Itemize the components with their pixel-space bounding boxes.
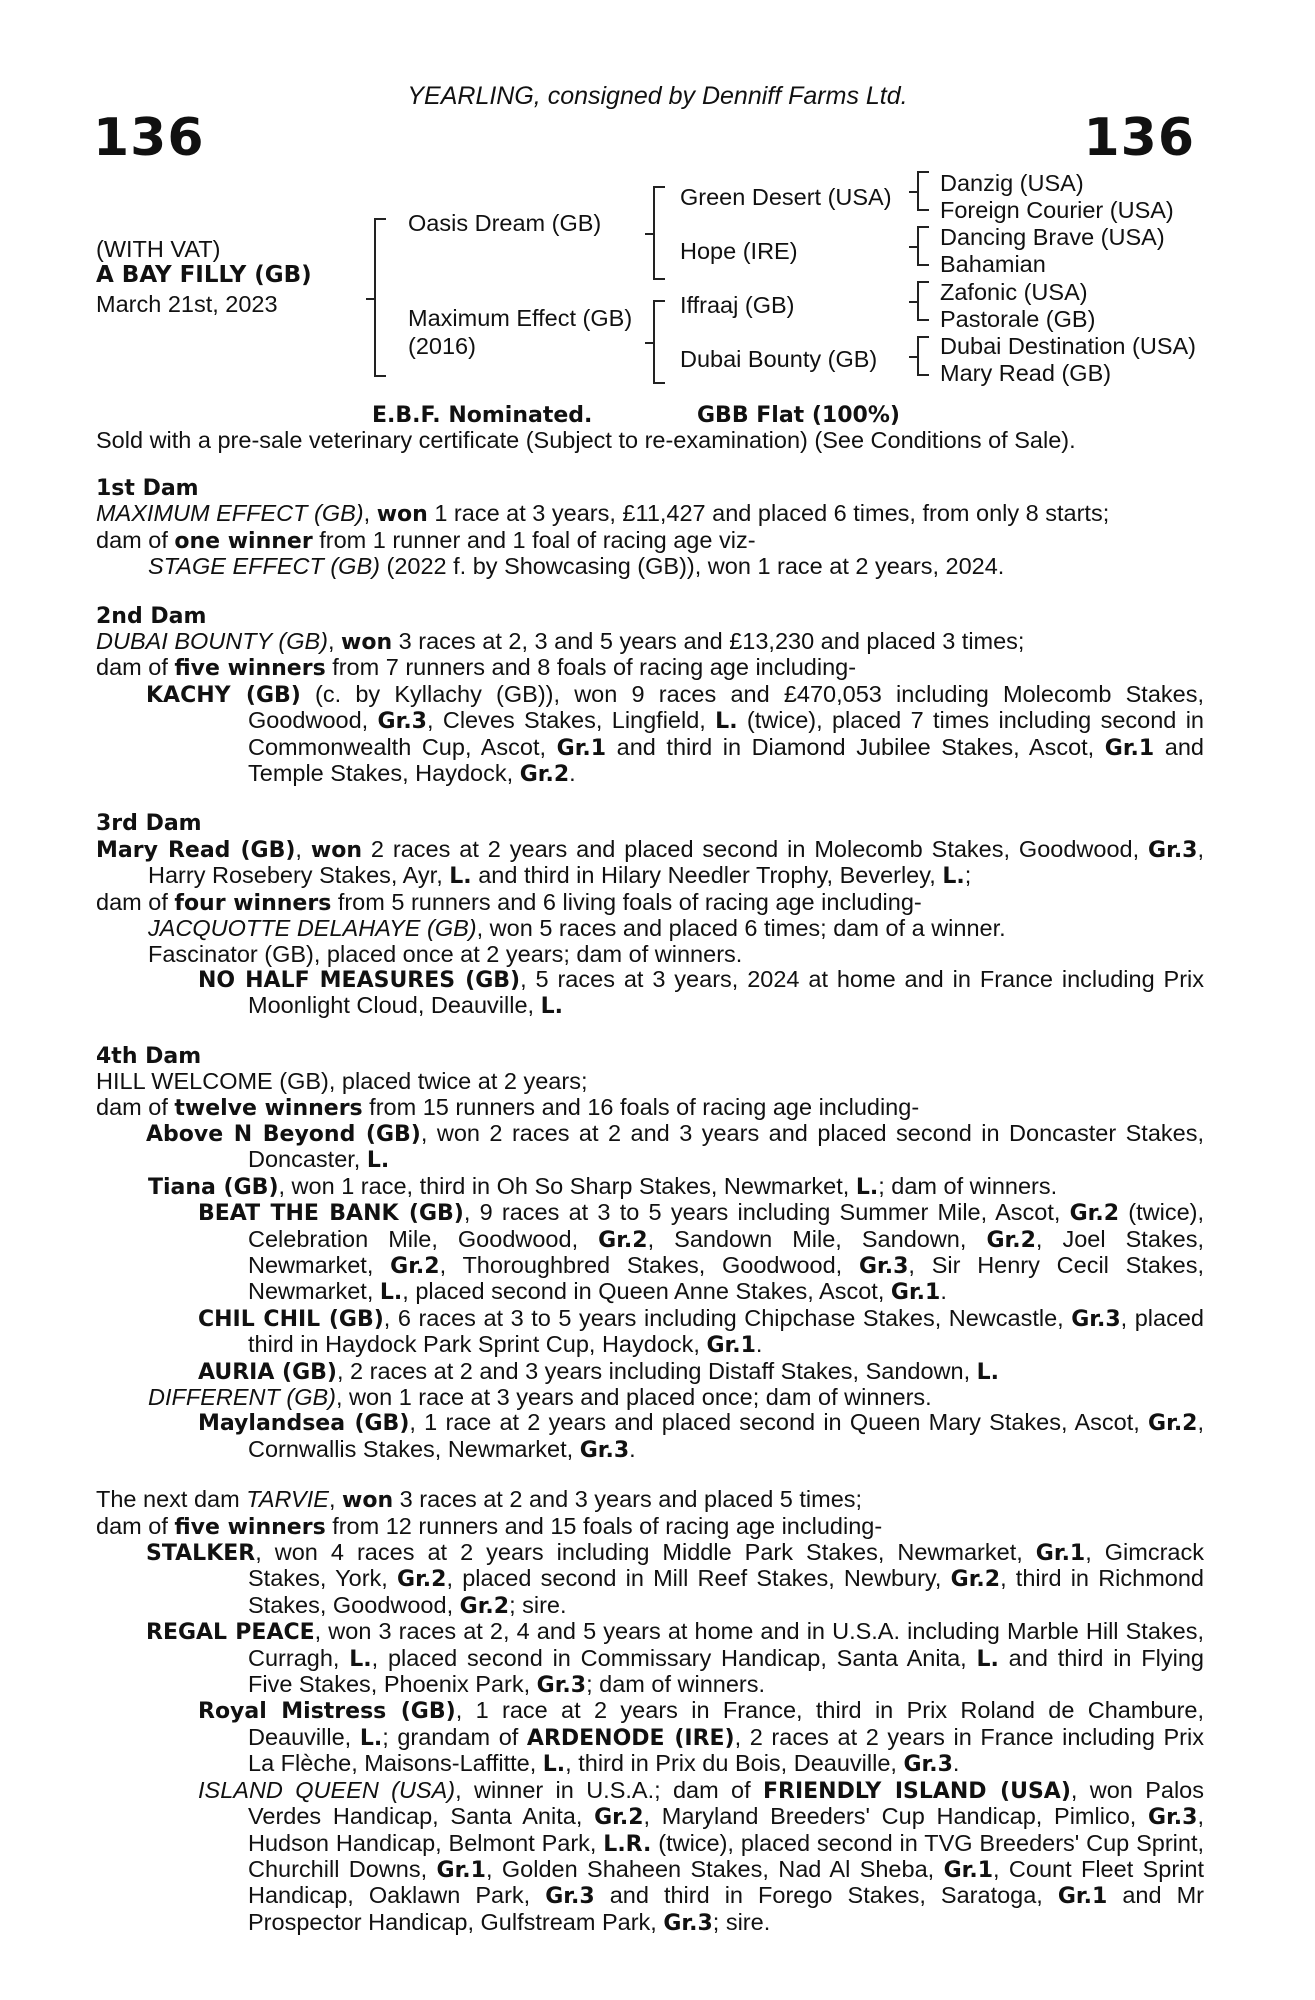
dam-sire: Iffraaj (GB) — [680, 292, 795, 318]
dam3-line1: Mary Read (GB), won 2 races at 2 years and placed second in Molecomb Stakes, Goodwood, Gr.3, Harry Rosebery Stakes, Ayr, L. and third in Hilary Needler Trophy, Beverley, L.; — [96, 835, 1205, 890]
horse-dob: March 21st, 2023 — [96, 291, 278, 317]
gbb-note: GBB Flat (100%) — [697, 403, 900, 428]
pedigree-body — [96, 476, 1204, 1936]
dam1-line1: MAXIMUM EFFECT (GB), won 1 race at 3 years, £11,427 and placed 6 times, from only 8 starts; — [96, 500, 1110, 528]
dam3-produce-3: NO HALF MEASURES (GB), 5 races at 3 years, 2024 at home and in France including Prix Moonlight Cloud, Deauville, L. — [198, 965, 1205, 1020]
brace-ss — [917, 171, 929, 211]
dam4-produce-maylandsea: Maylandsea (GB), 1 race at 2 years and placed second in Queen Mary Stakes, Ascot, Gr.2, Cornwallis Stakes, Newmarket, Gr.3. — [198, 1409, 1205, 1463]
brace-gen1 — [374, 218, 386, 377]
dam4-produce-chilchil: CHIL CHIL (GB), 6 races at 3 to 5 years including Chipchase Stakes, Newcastle, Gr.3, placed third in Haydock Park Sprint Cup, Haydock, Gr.1. — [198, 1304, 1204, 1359]
dam2-line1: DUBAI BOUNTY (GB), won 3 races at 2, 3 and 5 years and £13,230 and placed 3 times; — [96, 628, 1025, 656]
gen3-6: Pastorale (GB) — [940, 306, 1096, 332]
gen3-4: Bahamian — [940, 251, 1046, 277]
sire-name: Oasis Dream (GB) — [408, 210, 602, 236]
dam5-produce-royalmistress: Royal Mistress (GB), 1 race at 2 years in France, third in Prix Roland de Chambure, Deauville, L.; grandam of ARDENODE (IRE), 2 races at 2 years in France including Prix La Flèche, Maisons-Laffitte, L., third in Prix du Bois, Deauville, Gr.3. — [198, 1697, 1204, 1778]
dam2-line2: dam of five winners from 7 runners and 8 foals of racing age including- — [96, 654, 857, 682]
dam-year: (2016) — [408, 333, 476, 359]
dam3-heading: 3rd Dam — [96, 811, 202, 837]
dam4-heading: 4th Dam — [96, 1043, 202, 1069]
dam4-produce-tiana: Tiana (GB), won 1 race, third in Oh So Sharp Stakes, Newmarket, L.; dam of winners. — [148, 1172, 1058, 1200]
dam3-produce-2: Fascinator (GB), placed once at 2 years; dam of winners. — [148, 940, 743, 967]
dam5-line1: The next dam TARVIE, won 3 races at 2 and 3 years and placed 5 times; — [96, 1486, 863, 1514]
dam5-line2: dam of five winners from 12 runners and 15 foals of racing age including- — [96, 1512, 883, 1540]
lot-number-left: 136 — [93, 108, 205, 168]
horse-name: A BAY FILLY (GB) — [96, 262, 312, 288]
dam5-produce-stalker: STALKER, won 4 races at 2 years including Middle Park Stakes, Newmarket, Gr.1, Gimcrack Stakes, York, Gr.2, placed second in Mill Reef Stakes, Newbury, Gr.2, third in Richmond Stakes, Goodwood, Gr.2; sire. — [146, 1539, 1205, 1619]
dam1-heading: 1st Dam — [96, 476, 199, 501]
dam4-produce-auria: AURIA (GB), 2 races at 2 and 3 years including Distaff Stakes, Sandown, L. — [198, 1357, 1000, 1385]
dam3-line2: dam of four winners from 5 runners and 6 living foals of racing age including- — [96, 888, 922, 916]
dam4-produce-beatthebank: BEAT THE BANK (GB), 9 races at 3 to 5 years including Summer Mile, Ascot, Gr.2 (twice), Celebration Mile, Goodwood, Gr.2, Sandown Mile, Sandown, Gr.2, Joel Stakes, Newmarket, Gr.2, Thoroughbred Stakes, Goodwood, Gr.3, Sir Henry Cecil Stakes, Newmarket, L., placed second in Queen Anne Stakes, Ascot, Gr.1. — [198, 1199, 1205, 1306]
dam4-produce-different: DIFFERENT (GB), won 1 race at 3 years and placed once; dam of winners. — [148, 1384, 932, 1410]
dam5-produce-regalpeace: REGAL PEACE, won 3 races at 2, 4 and 5 years at home and in U.S.A. including Marble Hill Stakes, Curragh, L., placed second in Commissary Handicap, Santa Anita, L. and third in Flying Five Stakes, Phoenix Park, Gr.3; dam of winners. — [146, 1618, 1204, 1699]
ebf-note: E.B.F. Nominated. — [372, 403, 593, 428]
gen3-3: Dancing Brave (USA) — [940, 224, 1165, 250]
page-subtitle: YEARLING, consigned by Denniff Farms Ltd. — [407, 82, 908, 110]
brace-ds — [917, 281, 929, 321]
dam4-line1: HILL WELCOME (GB), placed twice at 2 years; — [96, 1068, 588, 1095]
sire-sire: Green Desert (USA) — [680, 184, 892, 210]
dam5-produce-islandqueen: ISLAND QUEEN (USA), winner in U.S.A.; dam of FRIENDLY ISLAND (USA), won Palos Verdes Handicap, Santa Anita, Gr.2, Maryland Breeders' Cup Handicap, Pimlico, Gr.3, Hudson Handicap, Belmont Park, L.R. (twice), placed second in TVG Breeders' Cup Sprint, Churchill Downs, Gr.1, Golden Shaheen Stakes, Nad Al Sheba, Gr.1, Count Fleet Sprint Handicap, Oaklawn Park, Gr.3 and third in Forego Stakes, Saratoga, Gr.1 and Mr Prospector Handicap, Gulfstream Park, Gr.3; sire. — [198, 1776, 1204, 1936]
dam-dam: Dubai Bounty (GB) — [680, 346, 878, 372]
vat-note: (WITH VAT) — [96, 236, 221, 262]
sire-dam: Hope (IRE) — [680, 238, 798, 264]
dam2-heading: 2nd Dam — [96, 603, 207, 629]
vet-note: Sold with a pre-sale veterinary certificate (Subject to re-examination) (See Conditions of Sale). — [96, 427, 1076, 453]
dam4-produce-above: Above N Beyond (GB), won 2 races at 2 and 3 years and placed second in Doncaster Stakes, Doncaster, L. — [146, 1119, 1205, 1174]
dam-name: Maximum Effect (GB) — [408, 305, 633, 331]
dam1-line2: dam of one winner from 1 runner and 1 foal of racing age viz- — [96, 526, 756, 554]
gen3-5: Zafonic (USA) — [940, 279, 1088, 305]
gen3-8: Mary Read (GB) — [940, 360, 1112, 386]
dam4-line2: dam of twelve winners from 15 runners and 16 foals of racing age including- — [96, 1093, 920, 1121]
brace-sd — [917, 226, 929, 266]
dam1-produce-1: STAGE EFFECT (GB) (2022 f. by Showcasing (GB)), won 1 race at 2 years, 2024. — [148, 553, 1005, 580]
dam2-produce-1: KACHY (GB) (c. by Kyllachy (GB)), won 9 races and £470,053 including Molecomb Stakes, Goodwood, Gr.3, Cleves Stakes, Lingfield, L. (twice), placed 7 times including second in Commonwealth Cup, Ascot, Gr.1 and third in Diamond Jubilee Stakes, Ascot, Gr.1 and Temple Stakes, Haydock, Gr.2. — [146, 680, 1205, 788]
brace-dam — [653, 300, 665, 384]
gen3-7: Dubai Destination (USA) — [940, 333, 1196, 359]
brace-sire — [653, 186, 665, 280]
brace-dd — [917, 336, 929, 376]
gen3-1: Danzig (USA) — [940, 170, 1084, 196]
gen3-2: Foreign Courier (USA) — [940, 197, 1174, 223]
dam3-produce-1: JACQUOTTE DELAHAYE (GB), won 5 races and placed 6 times; dam of a winner. — [148, 915, 1006, 942]
lot-number-right: 136 — [1083, 108, 1195, 168]
